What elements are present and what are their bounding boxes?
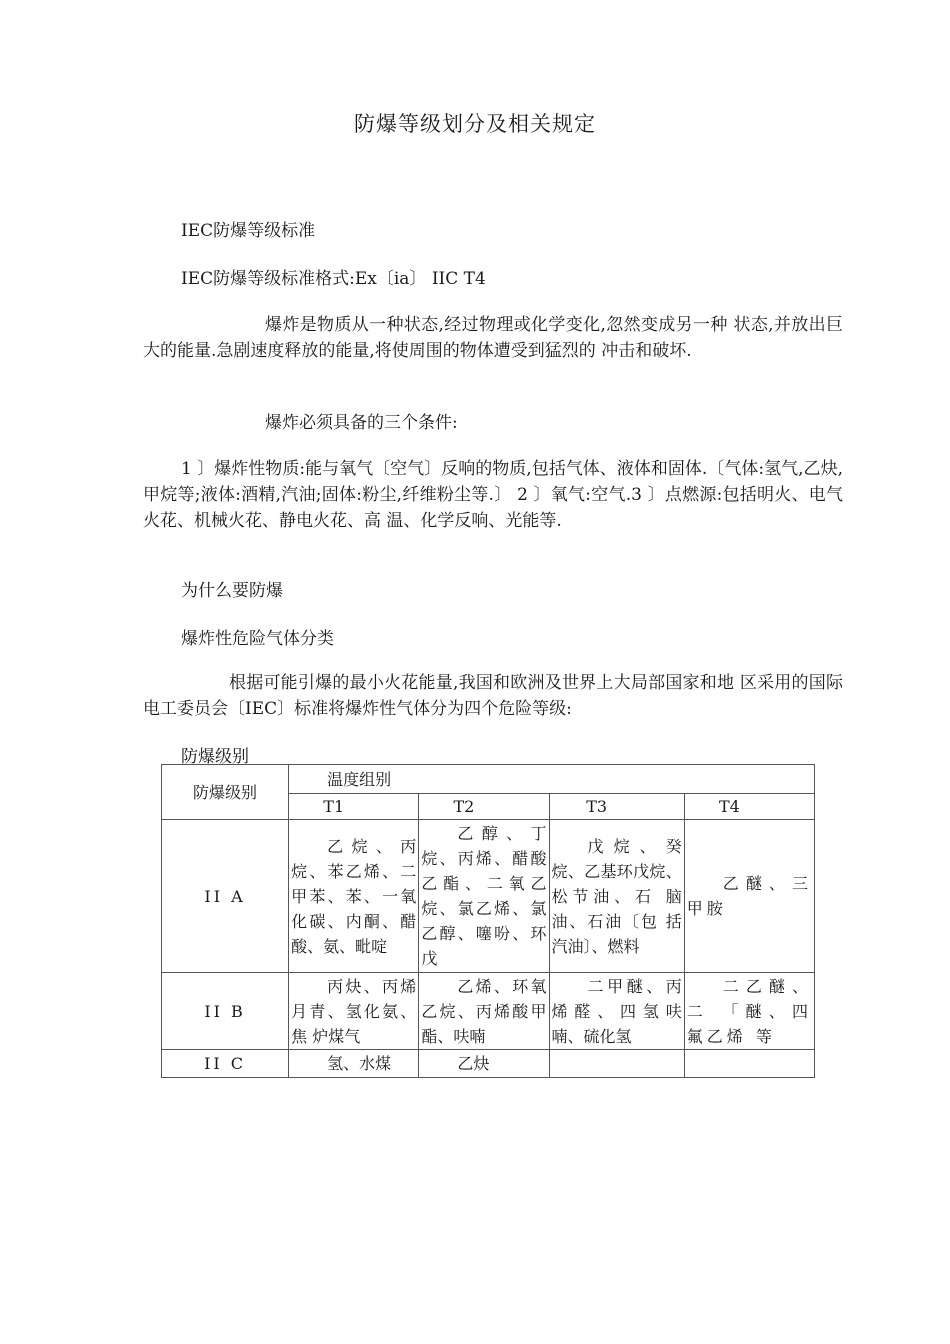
t3-cell	[549, 1050, 684, 1078]
table-caption: 防爆级别	[181, 747, 249, 767]
why-explosion-proof-heading: 为什么要防爆	[181, 581, 283, 601]
header-temperature-group: 温度组别	[289, 765, 815, 794]
grade-cell: II A	[162, 820, 289, 973]
table-row	[162, 1050, 815, 1078]
t3-cell: 二甲醚、丙 烯醛、四氢呋 喃、硫化氢	[549, 973, 684, 1050]
t1-cell: 乙烷、丙烷、苯乙烯、二 甲苯、苯、一氧 化碳、内酮、醋 酸、氨、毗啶	[289, 820, 419, 973]
grade-cell: II C	[162, 1050, 289, 1078]
t4-cell: 乙醚、三甲胺	[684, 820, 814, 973]
t4-cell: 二乙醚、二 「醚、四氟乙烯 等	[684, 973, 814, 1050]
t2-cell: 乙烯、环氧 乙烷、丙烯酸甲 酯、呋喃	[419, 973, 549, 1050]
header-grade: 防爆级别	[162, 765, 289, 820]
header-t2: T2	[419, 794, 549, 820]
header-t1: T1	[289, 794, 419, 820]
explosion-grade-table	[161, 764, 815, 1078]
t4-cell	[684, 1050, 814, 1078]
t2-cell: 乙炔	[419, 1050, 549, 1078]
table-row	[162, 820, 815, 973]
section-iec-heading: IEC防爆等级标准	[181, 221, 316, 241]
t3-cell: 戊烷、癸烷、乙基环戊烷、松节油、石 脑油、石油〔包 括汽油〕、燃料	[549, 820, 684, 973]
t1-cell: 氢、水煤	[289, 1050, 419, 1078]
gas-classification-paragraph: 根据可能引爆的最小火花能量,我国和欧洲及世界上大局部国家和地 区采用的国际电工委员会〔IEC〕标准将爆炸性气体分为四个危险等级:	[143, 673, 843, 719]
iec-format-line: IEC防爆等级标准格式:Ex〔ia〕 IIC T4	[181, 269, 486, 289]
grade-cell: II B	[162, 973, 289, 1050]
conditions-heading: 爆炸必须具备的三个条件:	[265, 413, 458, 433]
header-t3: T3	[549, 794, 684, 820]
table-row	[162, 973, 815, 1050]
conditions-paragraph: 1 〕爆炸性物质:能与氧气〔空气〕反响的物质,包括气体、液体和固体.〔气体:氢气,乙炔,甲烷等;液体:酒精,汽油;固体:粉尘,纤维粉尘等.〕 2 〕氧气:空气.3 〕点燃源:包括明火、电气火花、机械火花、静电火花、高 温、化学反响、光能等.	[143, 459, 843, 531]
t2-cell: 乙醇、丁烷、丙烯、醋酸 乙酯、二氧乙 烷、氯乙烯、氯 乙醇、噻吩、环 戊	[419, 820, 549, 973]
gas-classification-heading: 爆炸性危险气体分类	[181, 629, 334, 649]
explosion-definition-paragraph: 爆炸是物质从一种状态,经过物理或化学变化,忽然变成另一种 状态,并放出巨大的能量.急剧速度释放的能量,将使周围的物体遭受到猛烈的 冲击和破坏.	[143, 315, 843, 361]
header-t4: T4	[684, 794, 814, 820]
t1-cell: 丙炔、丙烯 月青、氢化氨、焦 炉煤气	[289, 973, 419, 1050]
document-title: 防爆等级划分及相关规定	[354, 112, 596, 136]
